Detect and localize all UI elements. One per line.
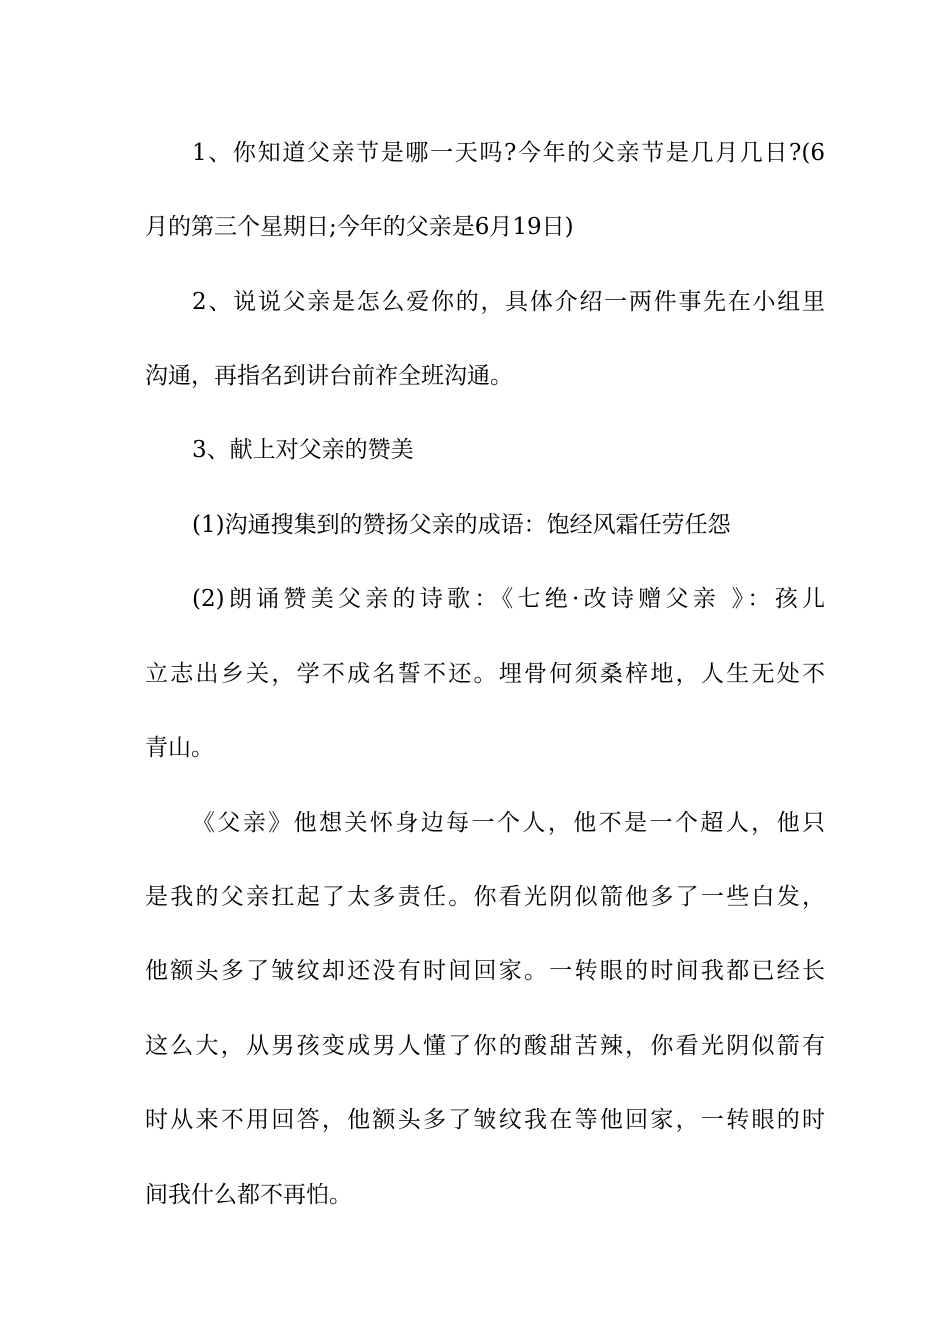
- paragraph-3-heading: 3、献上对父亲的赞美: [192, 437, 414, 463]
- paragraph-6-line-3: 他额头多了皱纹却还没有时间回家。一转眼的时间我都已经长: [145, 958, 825, 984]
- paragraph-6-line-5: 时从来不用回答，他额头多了皱纹我在等他回家，一转眼的时: [145, 1107, 825, 1133]
- paragraph-6-line-1: 《父亲》他想关怀身边每一个人，他不是一个超人，他只: [192, 810, 825, 836]
- paragraph-6-line-4: 这么大，从男孩变成男人懂了你的酸甜苦辣，你看光阴似箭有: [145, 1033, 825, 1059]
- paragraph-5-line-1: (2)朗诵赞美父亲的诗歌：《七绝·改诗赠父亲 》：孩儿: [192, 586, 825, 612]
- paragraph-4-line-1: (1)沟通搜集到的赞扬父亲的成语：饱经风霜任劳任怨: [192, 512, 731, 538]
- paragraph-5-line-2: 立志出乡关，学不成名誓不还。埋骨何须桑梓地，人生无处不: [145, 661, 825, 687]
- paragraph-6-line-2: 是我的父亲扛起了太多责任。你看光阴似箭他多了一些白发，: [145, 884, 825, 910]
- paragraph-6-line-6: 间我什么都不再怕。: [145, 1182, 352, 1208]
- paragraph-2-line-2: 沟通，再指名到讲台前祚全班沟通。: [145, 363, 513, 389]
- paragraph-1-line-1: 1、你知道父亲节是哪一天吗?今年的父亲节是几月几日?(6: [192, 140, 825, 166]
- paragraph-5-line-3: 青山。: [145, 735, 214, 761]
- paragraph-1-line-2: 月的第三个星期日;今年的父亲是6月19日): [145, 214, 574, 240]
- paragraph-2-line-1: 2、说说父亲是怎么爱你的，具体介绍一两件事先在小组里: [192, 289, 825, 315]
